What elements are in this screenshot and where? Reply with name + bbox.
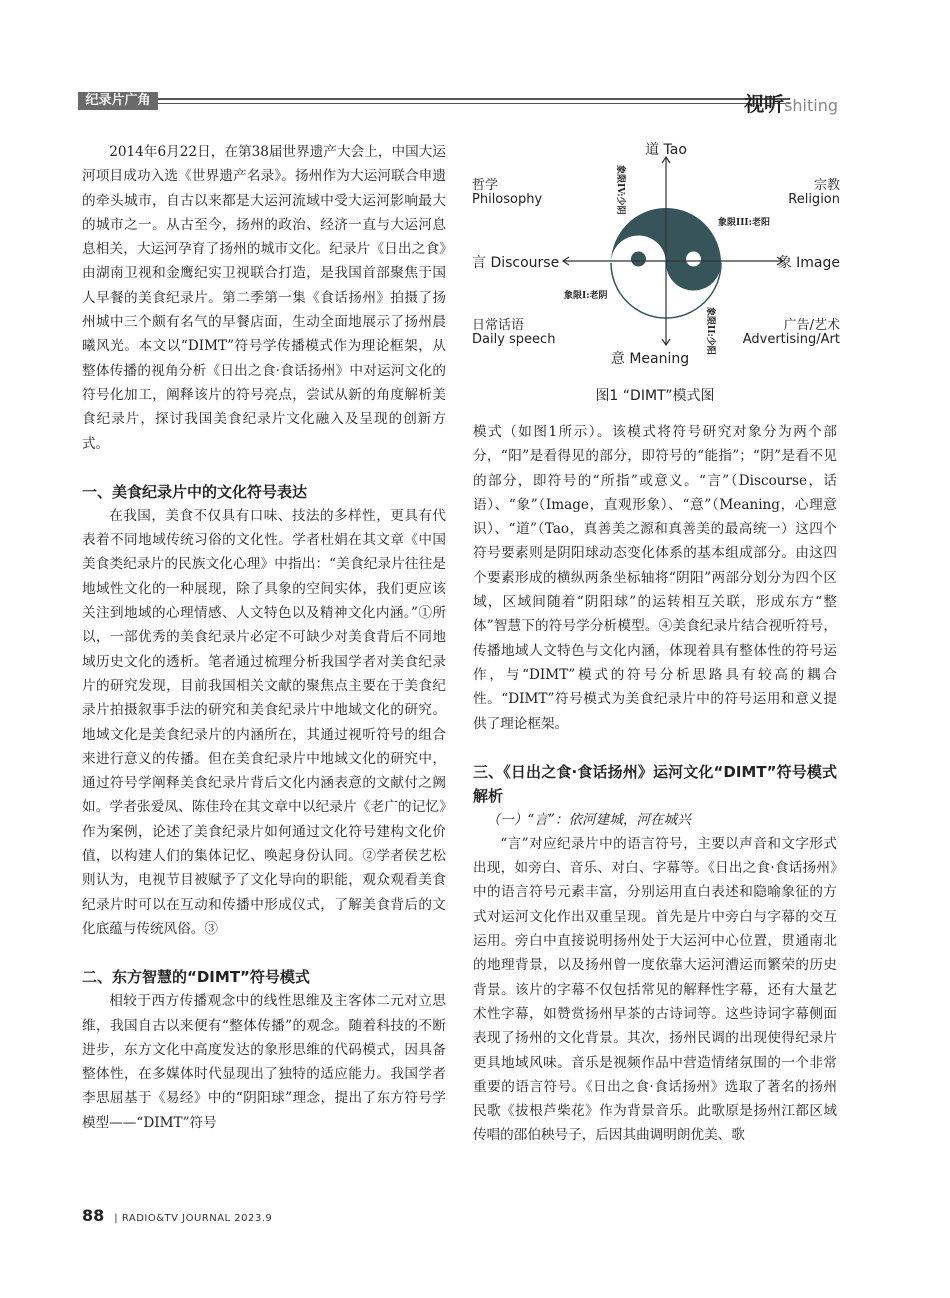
section-heading-2: 二、东方智慧的“DIMT”符号模式 — [82, 968, 310, 987]
page-number: 88 — [82, 1206, 105, 1225]
quadrant-4-label: 象限IV:少阴 — [615, 165, 625, 215]
axis-right-label: 象 Image — [777, 255, 840, 271]
section-heading-1: 一、美食纪录片中的文化符号表达 — [82, 482, 308, 501]
section-tag: 纪录片广角 — [78, 92, 158, 110]
intro-paragraph: 2014年6月22日，在第38届世界遗产大会上，中国大运河项目成功入选《世界遗产名录》。扬州作为大运河联合申遗的牵头城市，自古以来都是大运河流域中受大运河影响最大的城市之一。从古至今，扬州的政治、经济一直与大运河息息相关，大运河孕育了扬州的城市文化。纪录片《日出之食》由湖南卫视和金鹰纪实卫视联合打造，是我国首部聚焦于国人早餐的美食纪录片。第二季第一集《食话扬州》拍摄了扬州城中三个颇有名气的早餐店面，生动全面地展示了扬州晨曦风光。本文以“DIMT”符号学传播模式作为理论框架，从整体传播的视角分析《日出之食·食话扬州》中对运河文化的符号化加工，阐释该片的符号亮点，尝试从新的角度解析美食纪录片，探讨我国美食纪录片文化融入及呈现的创新方式。 — [82, 144, 446, 452]
quadrant-2-label: 象限II:少阳 — [705, 307, 715, 355]
quadrant-br-en: Advertising/Art — [742, 332, 840, 347]
yang-dot — [686, 252, 701, 267]
quadrant-1-label: 象限I:老阴 — [564, 291, 608, 301]
journal-name: | RADIO&TV JOURNAL 2023.9 — [114, 1213, 273, 1224]
axis-left-label: 言 Discourse — [472, 255, 560, 271]
section2-paragraph: 相较于西方传播观念中的线性思维及主客体二元对立思维，我国自古以来便有“整体传播”的观念。随着科技的不断进步，东方文化中高度发达的象形思维的代码模式，因具备整体性，在多媒体时代显现出了独特的适应能力。我国学者李思屈基于《易经》中的“阴阳球”理念，提出了东方符号学模型——“DIMT”符号 — [82, 993, 446, 1131]
page-footer — [82, 1206, 272, 1225]
brand-cn: 视听 — [744, 92, 785, 116]
left-column — [82, 140, 446, 1135]
quadrant-bl-en: Daily speech — [472, 332, 556, 347]
quadrant-3-label: 象限III:老阳 — [718, 218, 770, 228]
quadrant-tl-cn: 哲学 — [472, 178, 499, 193]
section1-paragraph: 在我国，美食不仅具有口味、技法的多样性，更具有代表着不同地域传统习俗的文化性。学者杜娟在其文章《中国美食类纪录片的民族文化心理》中指出：“美食纪录片往往是地域性文化的一种展现，除了具象的空间实体，我们更应该关注到地域的心理情感、人文特色以及精神文化内涵。”①所以，一部优秀的美食纪录片必定不可缺少对美食背后不同地域历史文化的透析。笔者通过梳理分析我国学者对美食纪录片的研究发现，目前我国相关文献的聚焦点主要在于美食纪录片拍摄叙事手法的研究和美食纪录片中地域文化的研究。地域文化是美食纪录片的内涵所在，其通过视听符号的组合来进行意义的传播。但在美食纪录片中地域文化的研究中，通过符号学阐释美食纪录片背后文化内涵表意的文献付之阙如。学者张爱凤、陈佳玲在其文章中以纪录片《老广的记忆》作为案例，论述了美食纪录片如何通过文化符号建构文化价值，以构建人们的集体记忆、唤起身份认同。②学者侯艺松则认为，电视节目被赋予了文化导向的职能，观众观看美食纪录片时可以在互动和传播中形成仪式，了解美食背后的文化底蕴与传统风俗。③ — [82, 507, 446, 937]
quadrant-tr-cn: 宗教 — [813, 178, 840, 193]
header-rule-thin — [158, 103, 790, 104]
model-paragraph: 模式（如图1所示）。该模式将符号研究对象分为两个部分，“阳”是看得见的部分，即符号的“能指”；“阴”是看不见的部分，即符号的“所指”或意义。“言”（Discourse，话语）、“象”（Image，直观形象）、“意”（Meaning，心理意识）、“道”（Tao，真善美之源和真善美的最高统一）这四个符号要素则是阴阳球动态变化体系的基本组成部分。由这四个要素形成的横纵两条坐标轴将“阴阳”两部分划分为四个区域，区域间随着“阴阳球”的运转相互关联，形成东方“整体”智慧下的符号学分析模型。④美食纪录片结合视听符号，传播地域人文特色与文化内涵，体现着具有整体性的符号运作，与“DIMT”模式的符号分析思路具有较高的耦合性。“DIMT”符号模式为美食纪录片中的符号运用和意义提供了理论框架。 — [473, 424, 837, 732]
subsection1-paragraph: “言”对应纪录片中的语言符号，主要以声音和文字形式出现，如旁白、音乐、对白、字幕等。《日出之食·食话扬州》中的语言符号元素丰富，分别运用直白表述和隐喻象征的方式对运河文化作出双重呈现。首先是片中旁白与字幕的交互运用。旁白中直接说明扬州处于大运河中心位置，贯通南北的地理背景，以及扬州曾一度依靠大运河漕运而繁荣的历史背景。该片的字幕不仅包括常见的解释性字幕，还有大量艺术性字幕，如赞赏扬州早茶的古诗词等。这些诗词字幕侧面表现了扬州的文化背景。其次，扬州民调的出现使得纪录片更具地域风味。音乐是视频作品中营造情绪氛围的一个非常重要的语言符号。《日出之食·食话扬州》选取了著名的扬州民歌《拔根芦柴花》作为背景音乐。此歌原是扬州江都区域传唱的邵伯秧号子，后因其曲调明朗优美、歌 — [473, 835, 837, 1144]
right-column — [473, 420, 837, 1148]
yin-dot — [631, 252, 646, 267]
axis-bottom-label: 意 Meaning — [610, 351, 690, 367]
quadrant-tl-en: Philosophy — [472, 192, 543, 207]
quadrant-bl-cn: 日常话语 — [472, 318, 525, 333]
figure-caption: 图1 “DIMT”模式图 — [595, 388, 715, 404]
quadrant-br-cn: 广告/艺术 — [783, 318, 840, 333]
dimt-diagram — [468, 135, 842, 405]
quadrant-tr-en: Religion — [788, 192, 840, 207]
brand-en: shiting — [784, 96, 838, 115]
journal-brand — [744, 88, 838, 117]
subsection-heading-1: （一）“言”：依河建城，河在城兴 — [486, 811, 691, 828]
axis-top-label: 道 Tao — [645, 142, 687, 158]
section-heading-3: 三、《日出之食·食话扬州》运河文化“DIMT”符号模式解析 — [473, 762, 837, 805]
header-rule — [158, 98, 790, 100]
